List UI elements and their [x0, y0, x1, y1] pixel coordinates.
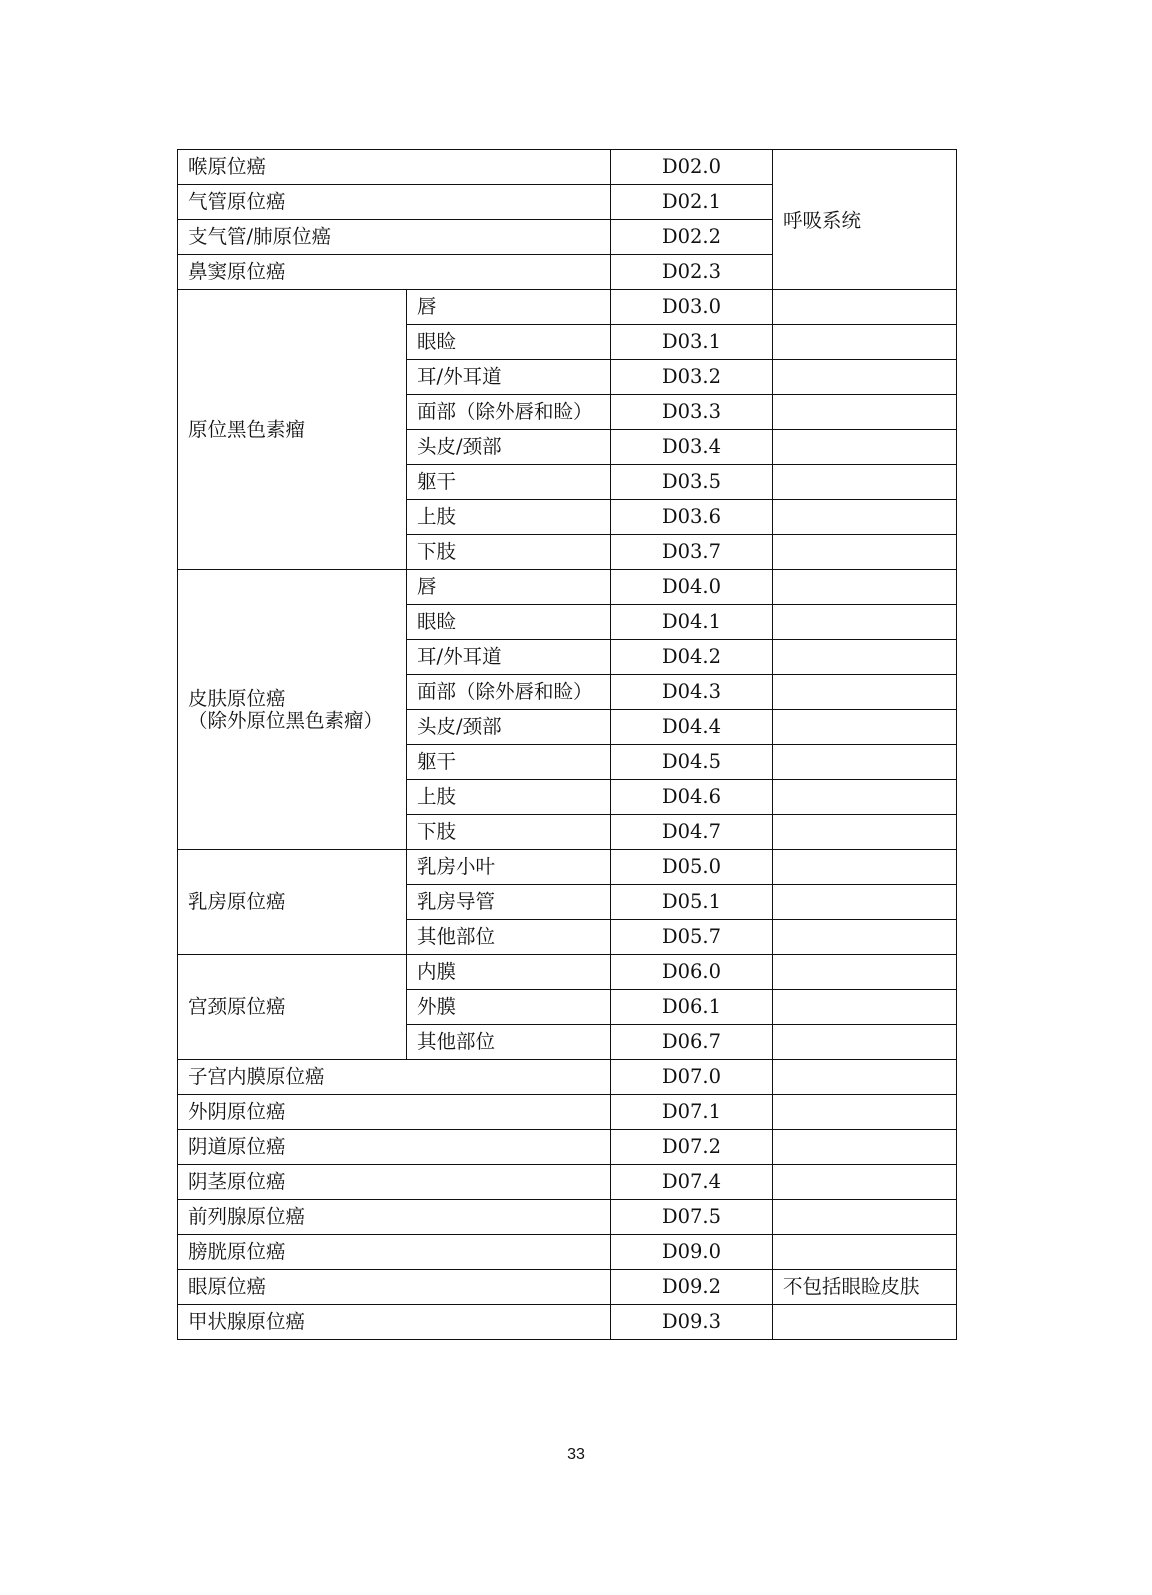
icd-code-cell: D04.7 — [611, 815, 773, 850]
table-row — [178, 955, 957, 990]
site-cell: 乳房导管 — [407, 885, 611, 920]
note-cell — [773, 535, 957, 570]
icd-code-cell: D04.0 — [611, 570, 773, 605]
icd-code-cell: D03.7 — [611, 535, 773, 570]
icd-code-cell: D07.5 — [611, 1200, 773, 1235]
category-cell: 阴茎原位癌 — [178, 1165, 611, 1200]
icd-code-cell: D02.3 — [611, 255, 773, 290]
category-cell: 前列腺原位癌 — [178, 1200, 611, 1235]
icd-code-cell: D04.4 — [611, 710, 773, 745]
site-cell: 头皮/颈部 — [407, 430, 611, 465]
category-cell: 甲状腺原位癌 — [178, 1305, 611, 1340]
note-cell — [773, 955, 957, 990]
category-cell: 眼原位癌 — [178, 1270, 611, 1305]
category-cell: 宫颈原位癌 — [178, 955, 407, 1060]
table-row — [178, 1235, 957, 1270]
site-cell: 乳房小叶 — [407, 850, 611, 885]
category-cell: 支气管/肺原位癌 — [178, 220, 611, 255]
icd-code-table — [177, 149, 957, 1340]
category-cell: 鼻窦原位癌 — [178, 255, 611, 290]
icd-code-cell: D06.1 — [611, 990, 773, 1025]
site-cell: 躯干 — [407, 745, 611, 780]
note-cell — [773, 1165, 957, 1200]
site-cell: 外膜 — [407, 990, 611, 1025]
icd-code-cell: D04.6 — [611, 780, 773, 815]
note-cell — [773, 1095, 957, 1130]
note-cell — [773, 570, 957, 605]
icd-code-cell: D04.1 — [611, 605, 773, 640]
site-cell: 下肢 — [407, 815, 611, 850]
table-row — [178, 1270, 957, 1305]
category-cell: 子宫内膜原位癌 — [178, 1060, 611, 1095]
icd-code-cell: D02.0 — [611, 150, 773, 185]
note-cell — [773, 1060, 957, 1095]
site-cell: 耳/外耳道 — [407, 360, 611, 395]
site-cell: 唇 — [407, 570, 611, 605]
icd-code-cell: D02.2 — [611, 220, 773, 255]
note-cell — [773, 990, 957, 1025]
table-row — [178, 1305, 957, 1340]
icd-code-cell: D05.0 — [611, 850, 773, 885]
table-row — [178, 1060, 957, 1095]
table-row — [178, 570, 957, 605]
note-cell — [773, 920, 957, 955]
note-cell — [773, 745, 957, 780]
note-cell — [773, 1235, 957, 1270]
icd-code-cell: D04.2 — [611, 640, 773, 675]
icd-code-cell: D03.0 — [611, 290, 773, 325]
note-cell — [773, 465, 957, 500]
note-cell: 呼吸系统 — [773, 150, 957, 290]
icd-code-cell: D07.1 — [611, 1095, 773, 1130]
site-cell: 眼睑 — [407, 325, 611, 360]
site-cell: 面部（除外唇和睑） — [407, 395, 611, 430]
site-cell: 上肢 — [407, 500, 611, 535]
category-cell: 喉原位癌 — [178, 150, 611, 185]
icd-code-cell: D03.1 — [611, 325, 773, 360]
note-cell — [773, 500, 957, 535]
note-cell — [773, 430, 957, 465]
note-cell — [773, 605, 957, 640]
icd-code-cell: D09.2 — [611, 1270, 773, 1305]
site-cell: 其他部位 — [407, 1025, 611, 1060]
note-cell — [773, 780, 957, 815]
icd-code-cell: D03.2 — [611, 360, 773, 395]
table-row — [178, 1130, 957, 1165]
note-cell — [773, 1130, 957, 1165]
note-cell — [773, 640, 957, 675]
category-cell: 膀胱原位癌 — [178, 1235, 611, 1270]
icd-code-cell: D09.3 — [611, 1305, 773, 1340]
category-cell: 原位黑色素瘤 — [178, 290, 407, 570]
icd-code-cell: D05.7 — [611, 920, 773, 955]
site-cell: 眼睑 — [407, 605, 611, 640]
icd-code-cell: D07.0 — [611, 1060, 773, 1095]
icd-code-cell: D03.6 — [611, 500, 773, 535]
site-cell: 上肢 — [407, 780, 611, 815]
category-cell: 阴道原位癌 — [178, 1130, 611, 1165]
note-cell — [773, 675, 957, 710]
table-row — [178, 150, 957, 185]
table-row — [178, 290, 957, 325]
icd-code-cell: D04.3 — [611, 675, 773, 710]
category-cell: 皮肤原位癌 （除外原位黑色素瘤） — [178, 570, 407, 850]
table-row — [178, 1200, 957, 1235]
note-cell — [773, 1200, 957, 1235]
note-cell — [773, 1025, 957, 1060]
table-row — [178, 1165, 957, 1200]
note-cell — [773, 290, 957, 325]
icd-code-cell: D06.7 — [611, 1025, 773, 1060]
site-cell: 唇 — [407, 290, 611, 325]
site-cell: 面部（除外唇和睑） — [407, 675, 611, 710]
icd-code-cell: D02.1 — [611, 185, 773, 220]
icd-code-cell: D05.1 — [611, 885, 773, 920]
site-cell: 下肢 — [407, 535, 611, 570]
icd-code-cell: D07.4 — [611, 1165, 773, 1200]
category-cell: 气管原位癌 — [178, 185, 611, 220]
table-row — [178, 850, 957, 885]
table-body — [178, 150, 957, 1340]
icd-code-cell: D07.2 — [611, 1130, 773, 1165]
icd-code-cell: D03.5 — [611, 465, 773, 500]
table-row — [178, 1095, 957, 1130]
note-cell — [773, 850, 957, 885]
icd-code-cell: D03.4 — [611, 430, 773, 465]
site-cell: 耳/外耳道 — [407, 640, 611, 675]
site-cell: 其他部位 — [407, 920, 611, 955]
note-cell — [773, 710, 957, 745]
site-cell: 头皮/颈部 — [407, 710, 611, 745]
site-cell: 内膜 — [407, 955, 611, 990]
note-cell — [773, 885, 957, 920]
page-number: 33 — [567, 1446, 585, 1463]
note-cell — [773, 815, 957, 850]
icd-code-cell: D03.3 — [611, 395, 773, 430]
note-cell — [773, 325, 957, 360]
category-cell: 外阴原位癌 — [178, 1095, 611, 1130]
category-cell: 乳房原位癌 — [178, 850, 407, 955]
note-cell — [773, 1305, 957, 1340]
icd-code-cell: D09.0 — [611, 1235, 773, 1270]
note-cell — [773, 395, 957, 430]
icd-code-cell: D04.5 — [611, 745, 773, 780]
note-cell — [773, 360, 957, 395]
site-cell: 躯干 — [407, 465, 611, 500]
icd-code-cell: D06.0 — [611, 955, 773, 990]
note-cell: 不包括眼睑皮肤 — [773, 1270, 957, 1305]
